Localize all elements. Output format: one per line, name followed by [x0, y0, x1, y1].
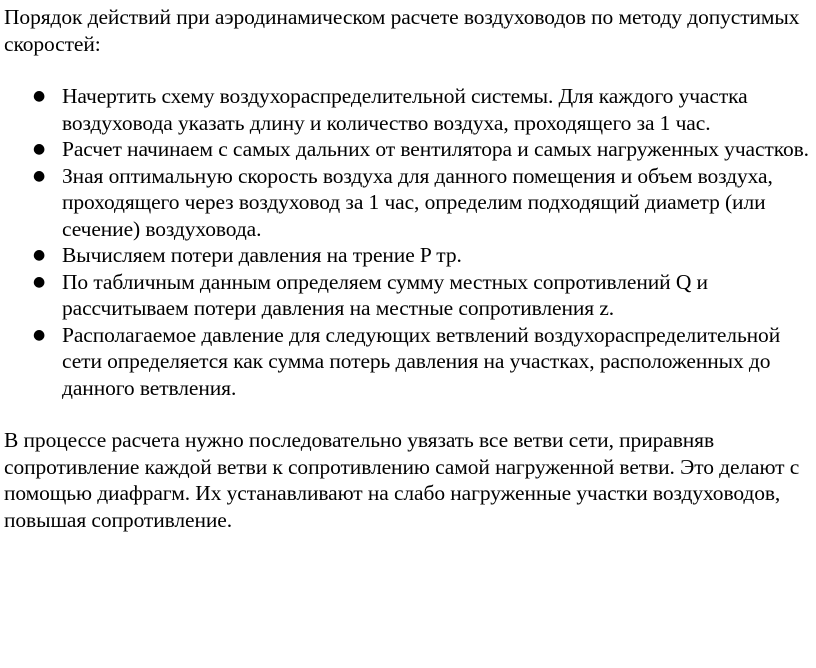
bullet-icon: ●: [32, 167, 46, 184]
list-item-text: Зная оптимальную скорость воздуха для данного помещения и объем воздуха, проходящего через воздуховод за 1 час, определим подходящий диаметр (или сечение) воздуховода.: [62, 163, 773, 241]
list-item-text: Вычисляем потери давления на трение P тр.: [62, 243, 462, 267]
list-item: [4, 163, 810, 243]
conclusion-paragraph: В процессе расчета нужно последовательно увязать все ветви сети, приравняв сопротивление каждой ветви к сопротивлению самой нагруженной ветви. Это делают с помощью диафрагм. Их устанавливают на слабо нагруженные участки воздуховодов, повышая сопротивление.: [4, 428, 800, 532]
steps-list: [4, 83, 810, 401]
list-item-text: Располагаемое давление для следующих ветвлений воздухораспределительной сети определяется как сумма потерь давления на участках, расположенных до данного ветвления.: [62, 322, 781, 400]
bullet-icon: ●: [32, 141, 46, 157]
bullet-icon: ●: [32, 88, 46, 104]
intro-paragraph: Порядок действий при аэродинамическом расчете воздуховодов по методу допустимых скоростей:: [4, 5, 800, 56]
bullet-icon: ●: [32, 247, 46, 263]
list-item: [4, 242, 810, 269]
list-item-text: Начертить схему воздухораспределительной системы. Для каждого участка воздуховода указать длину и количество воздуха, проходящего за 1 час.: [62, 84, 748, 135]
bullet-icon: ●: [32, 273, 46, 290]
list-item: [4, 136, 810, 163]
list-item-text: Расчет начинаем с самых дальних от вентилятора и самых нагруженных участков.: [62, 137, 809, 161]
list-item: [4, 322, 810, 402]
bullet-icon: ●: [32, 326, 46, 343]
list-item: [4, 269, 810, 322]
list-item: [4, 83, 810, 136]
list-item-text: По табличным данным определяем сумму местных сопротивлений Q и рассчитываем потери давления на местные сопротивления z.: [62, 269, 708, 320]
